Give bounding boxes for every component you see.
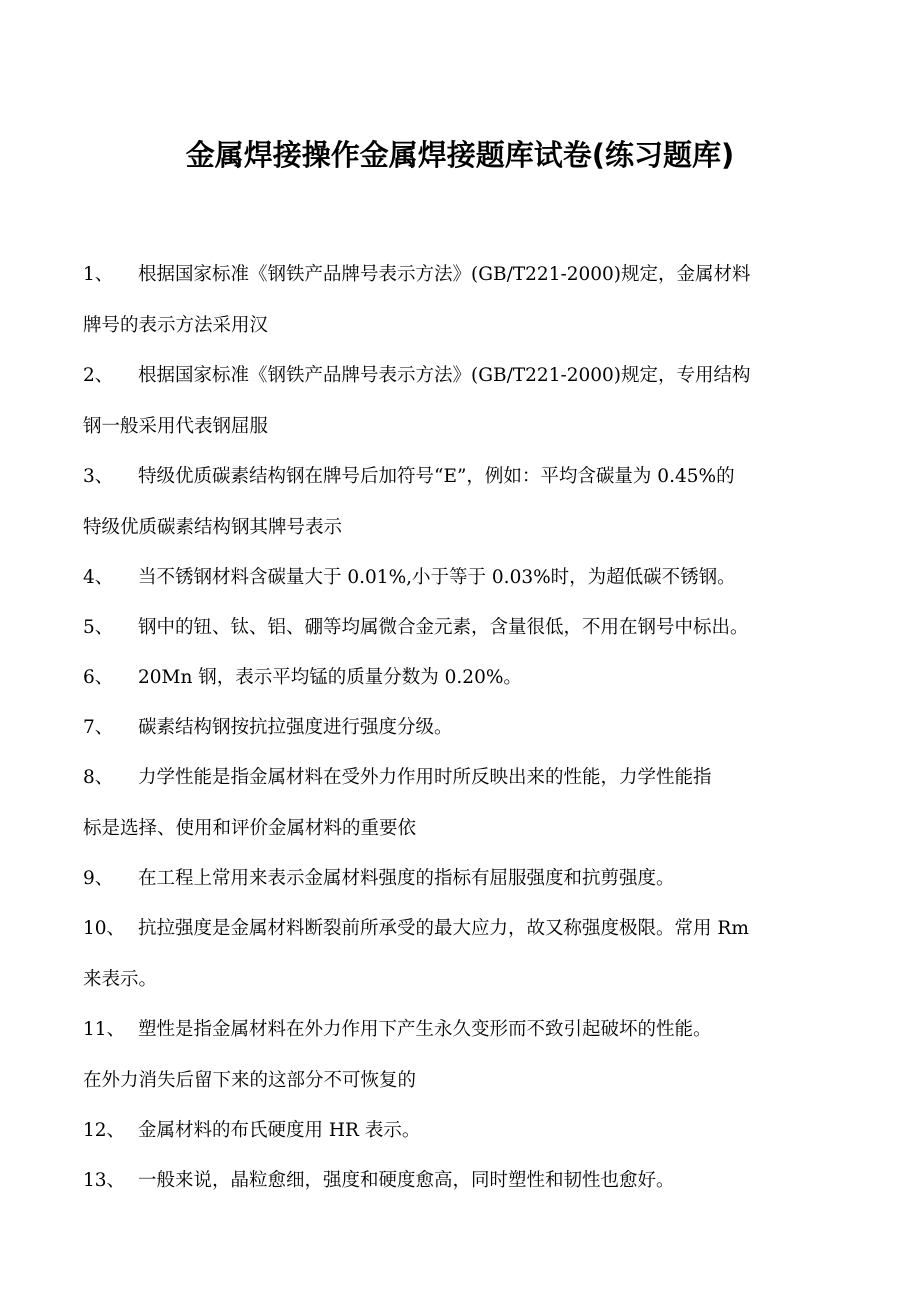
question-item [83, 565, 833, 590]
question-item [83, 916, 833, 992]
question-text: 抗拉强度是金属材料断裂前所承受的最大应力，故又称强度极限。常用 Rm [138, 918, 749, 939]
question-number: 3、 [83, 466, 114, 487]
question-text: 力学性能是指金属材料在受外力作用时所反映出来的性能，力学性能指 [138, 767, 712, 788]
question-text: 钢中的钮、钛、铝、硼等均属微合金元素，含量很低，不用在钢号中标出。 [138, 617, 749, 638]
question-item [83, 464, 833, 540]
question-text: 一般来说，晶粒愈细，强度和硬度愈高，同时塑性和韧性也愈好。 [138, 1170, 675, 1191]
question-item [83, 765, 833, 841]
question-item [83, 1118, 833, 1143]
question-text: 在工程上常用来表示金属材料强度的指标有屈服强度和抗剪强度。 [138, 868, 675, 889]
question-text-continued: 钢一般采用代表钢屈服 [83, 416, 269, 437]
question-text: 根据国家标准《钢铁产品牌号表示方法》(GB/T221-2000)规定，金属材料 [138, 264, 751, 285]
question-number: 12、 [83, 1120, 126, 1141]
question-text: 20Mn 钢，表示平均锰的质量分数为 0.20%。 [138, 667, 522, 688]
page-title: 金属焊接操作金属焊接题库试卷(练习题库) [185, 138, 735, 172]
question-item [83, 1017, 833, 1093]
question-item [83, 615, 833, 640]
question-number: 2、 [83, 365, 114, 386]
question-number: 7、 [83, 717, 114, 738]
question-number: 9、 [83, 868, 114, 889]
question-item [83, 262, 833, 338]
question-text-continued: 来表示。 [83, 969, 158, 990]
question-number: 5、 [83, 617, 114, 638]
question-item [83, 1168, 833, 1193]
question-item [83, 866, 833, 891]
question-text: 碳素结构钢按抗拉强度进行强度分级。 [138, 717, 453, 738]
question-text: 根据国家标准《钢铁产品牌号表示方法》(GB/T221-2000)规定，专用结构 [138, 365, 751, 386]
question-number: 8、 [83, 767, 114, 788]
question-number: 6、 [83, 667, 114, 688]
question-number: 4、 [83, 567, 114, 588]
question-number: 10、 [83, 918, 126, 939]
question-text-continued: 特级优质碳素结构钢其牌号表示 [83, 517, 343, 538]
question-list [83, 262, 833, 1218]
question-item [83, 715, 833, 740]
question-text: 当不锈钢材料含碳量大于 0.01%,小于等于 0.03%时，为超低碳不锈钢。 [138, 567, 736, 588]
question-text: 特级优质碳素结构钢在牌号后加符号“E”，例如：平均含碳量为 0.45%的 [138, 466, 735, 487]
question-number: 1、 [83, 264, 114, 285]
question-text-continued: 标是选择、使用和评价金属材料的重要依 [83, 818, 417, 839]
question-text: 金属材料的布氏硬度用 HR 表示。 [138, 1120, 421, 1141]
question-number: 13、 [83, 1170, 126, 1191]
question-item [83, 665, 833, 690]
question-item [83, 363, 833, 439]
question-text-continued: 牌号的表示方法采用汉 [83, 315, 269, 336]
question-text-continued: 在外力消失后留下来的这部分不可恢复的 [83, 1070, 417, 1091]
question-number: 11、 [83, 1019, 126, 1040]
question-text: 塑性是指金属材料在外力作用下产生永久变形而不致引起破坏的性能。 [138, 1019, 712, 1040]
